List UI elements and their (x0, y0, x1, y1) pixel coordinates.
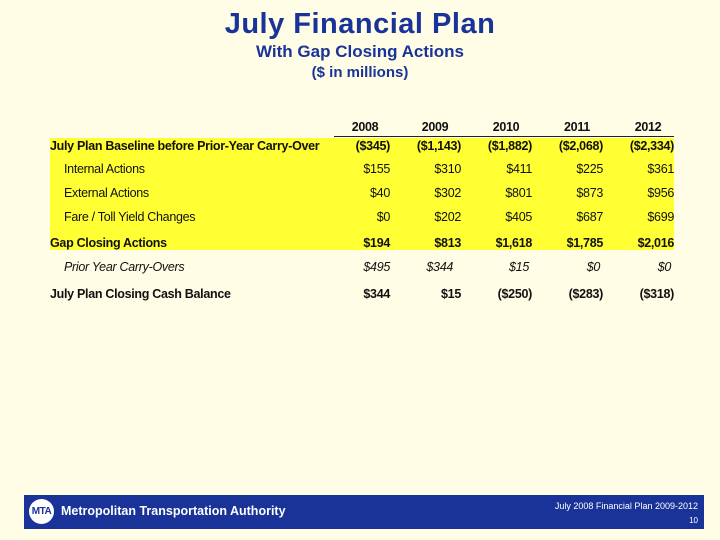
units-label: ($ in millions) (311, 64, 409, 81)
row-label-closing-cash: July Plan Closing Cash Balance (50, 287, 231, 301)
year-header: 2011 (564, 120, 590, 134)
year-header: 2012 (634, 120, 662, 134)
row-label-carry-overs: Prior Year Carry-Overs (64, 260, 185, 274)
table-cell: $194 (363, 236, 390, 250)
table-cell: $344 (426, 260, 453, 274)
table-cell: ($318) (639, 287, 674, 301)
table-cell: $956 (647, 186, 674, 200)
table-cell: $699 (647, 210, 674, 224)
table-cell: $1,785 (566, 236, 603, 250)
document-title: July 2008 Financial Plan 2009-2012 (554, 501, 698, 511)
table-cell: $813 (434, 236, 461, 250)
table-cell: ($250) (497, 287, 532, 301)
page-subtitle: With Gap Closing Actions (256, 42, 464, 61)
table-cell: $202 (434, 210, 461, 224)
table-cell: $405 (505, 210, 532, 224)
table-cell: $873 (576, 186, 603, 200)
row-label-gap-closing: Gap Closing Actions (50, 236, 167, 250)
year-header: 2008 (351, 120, 379, 134)
table-cell: $1,618 (495, 236, 532, 250)
table-cell: ($345) (355, 139, 390, 153)
table-cell: ($1,882) (487, 139, 532, 153)
footer-bar (24, 495, 704, 529)
table-cell: $687 (576, 210, 603, 224)
table-cell: ($1,143) (416, 139, 461, 153)
row-label-internal-actions: Internal Actions (64, 162, 145, 176)
table-cell: $0 (657, 260, 671, 274)
table-cell: $495 (363, 260, 390, 274)
table-cell: $15 (509, 260, 529, 274)
table-cell: $801 (505, 186, 532, 200)
table-cell: ($2,068) (558, 139, 603, 153)
row-label-external-actions: External Actions (64, 186, 149, 200)
year-header: 2010 (492, 120, 520, 134)
table-cell: $411 (506, 162, 532, 176)
table-cell: $40 (370, 186, 390, 200)
header-rule (334, 136, 674, 137)
row-label-baseline: July Plan Baseline before Prior-Year Carry-Over (50, 139, 320, 153)
table-cell: $302 (434, 186, 461, 200)
table-cell: $155 (363, 162, 390, 176)
table-cell: $361 (647, 162, 674, 176)
mta-logo: MTA (29, 499, 54, 524)
organization-name: Metropolitan Transportation Authority (61, 504, 286, 518)
year-header: 2009 (421, 120, 449, 134)
table-cell: $15 (441, 287, 461, 301)
table-cell: $2,016 (637, 236, 674, 250)
page-number: 10 (689, 516, 698, 525)
table-cell: ($283) (568, 287, 603, 301)
page-title: July Financial Plan (224, 8, 496, 40)
row-label-fare-toll: Fare / Toll Yield Changes (64, 210, 196, 224)
table-cell: $344 (363, 287, 390, 301)
table-cell: $310 (434, 162, 461, 176)
table-cell: $0 (586, 260, 600, 274)
table-cell: $225 (576, 162, 603, 176)
table-cell: ($2,334) (629, 139, 674, 153)
financial-plan-table (50, 118, 680, 308)
table-cell: $0 (376, 210, 390, 224)
